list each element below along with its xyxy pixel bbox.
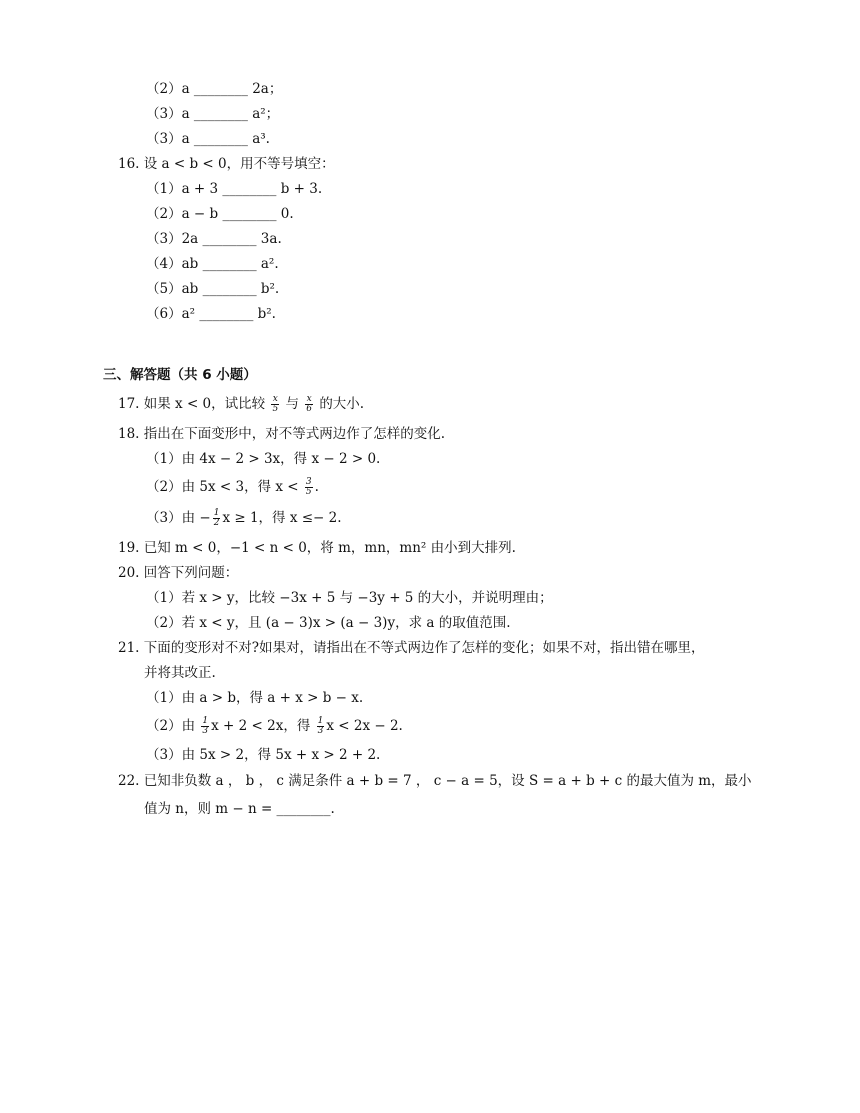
question-18: 18. 指出在下面变形中，对不等式两边作了怎样的变化. [118, 426, 446, 442]
denominator: 2 [213, 518, 220, 528]
item-21-1: （1）由 a > b，得 a + x > b − x. [146, 690, 364, 706]
q21-2-text-b: x + 2 < 2x，得 [211, 718, 311, 734]
question-17 [118, 395, 364, 414]
item-20-2: （2）若 x < y，且 (a − 3)x > (a − 3)y，求 a 的取值范围. [146, 615, 511, 631]
denominator: 5 [272, 404, 279, 414]
item-16-3: （3）2a ________ 3a. [146, 231, 282, 247]
item-16-4: （4）ab ________ a². [146, 256, 279, 272]
q18-2-text-b: . [314, 479, 319, 495]
numerator: 1 [202, 716, 209, 726]
question-21-cont: 并将其改正. [144, 665, 216, 681]
item-15-3b: （3）a ________ a³. [146, 131, 270, 147]
q18-2-text-a: （2）由 5x < 3，得 x < [146, 479, 299, 495]
numerator: 1 [213, 508, 220, 518]
denominator: 3 [202, 726, 209, 736]
fraction [271, 395, 279, 414]
fraction [305, 395, 313, 414]
item-18-2 [146, 478, 319, 497]
item-20-1: （1）若 x > y，比较 −3x + 5 与 −3y + 5 的大小，并说明理由； [146, 590, 553, 606]
fraction [213, 509, 221, 528]
numerator: 3 [305, 477, 312, 487]
fraction [201, 717, 209, 736]
denominator: 3 [317, 726, 324, 736]
item-16-5: （5）ab ________ b². [146, 281, 280, 297]
item-21-2 [146, 717, 403, 736]
q21-2-text-a: （2）由 [146, 718, 196, 734]
item-16-6: （6）a² ________ b². [146, 306, 276, 322]
q17-text-b: 与 [285, 396, 299, 412]
item-16-1: （1）a + 3 ________ b + 3. [146, 181, 323, 197]
fraction [305, 478, 313, 497]
item-18-3 [146, 509, 342, 528]
question-20: 20. 回答下列问题： [118, 565, 239, 581]
question-22-cont: 值为 n，则 m − n = ________. [144, 801, 335, 817]
question-21: 21. 下面的变形对不对?如果对，请指出在不等式两边作了怎样的变化；如果不对，指出错在哪里， [118, 640, 705, 656]
question-22: 22. 已知非负数 a ， b ， c 满足条件 a + b = 7 ， c − a = 5，设 S = a + b + c 的最大值为 m，最小 [118, 773, 752, 789]
numerator: x [306, 394, 312, 404]
denominator: 6 [306, 404, 313, 414]
item-15-3a: （3）a ________ a²； [146, 106, 280, 122]
question-19: 19. 已知 m < 0，−1 < n < 0，将 m，mn，mn² 由小到大排列. [118, 540, 516, 556]
numerator: 1 [317, 716, 324, 726]
item-15-2: （2）a ________ 2a； [146, 81, 283, 97]
question-16: 16. 设 a < b < 0，用不等号填空： [118, 156, 335, 172]
q18-3-text-b: x ≥ 1，得 x ≤− 2. [222, 510, 342, 526]
q17-text-c: 的大小. [319, 396, 365, 412]
section-heading: 三、解答题（共 6 小题） [103, 367, 257, 383]
numerator: x [272, 394, 278, 404]
denominator: 5 [305, 487, 312, 497]
q18-3-text-a: （3）由 − [146, 510, 211, 526]
item-18-1: （1）由 4x − 2 > 3x，得 x − 2 > 0. [146, 451, 381, 467]
fraction [317, 717, 325, 736]
item-16-2: （2）a − b ________ 0. [146, 206, 294, 222]
q17-text-a: 17. 如果 x < 0，试比较 [118, 396, 266, 412]
q21-2-text-c: x < 2x − 2. [326, 718, 403, 734]
item-21-3: （3）由 5x > 2，得 5x + x > 2 + 2. [146, 747, 381, 763]
